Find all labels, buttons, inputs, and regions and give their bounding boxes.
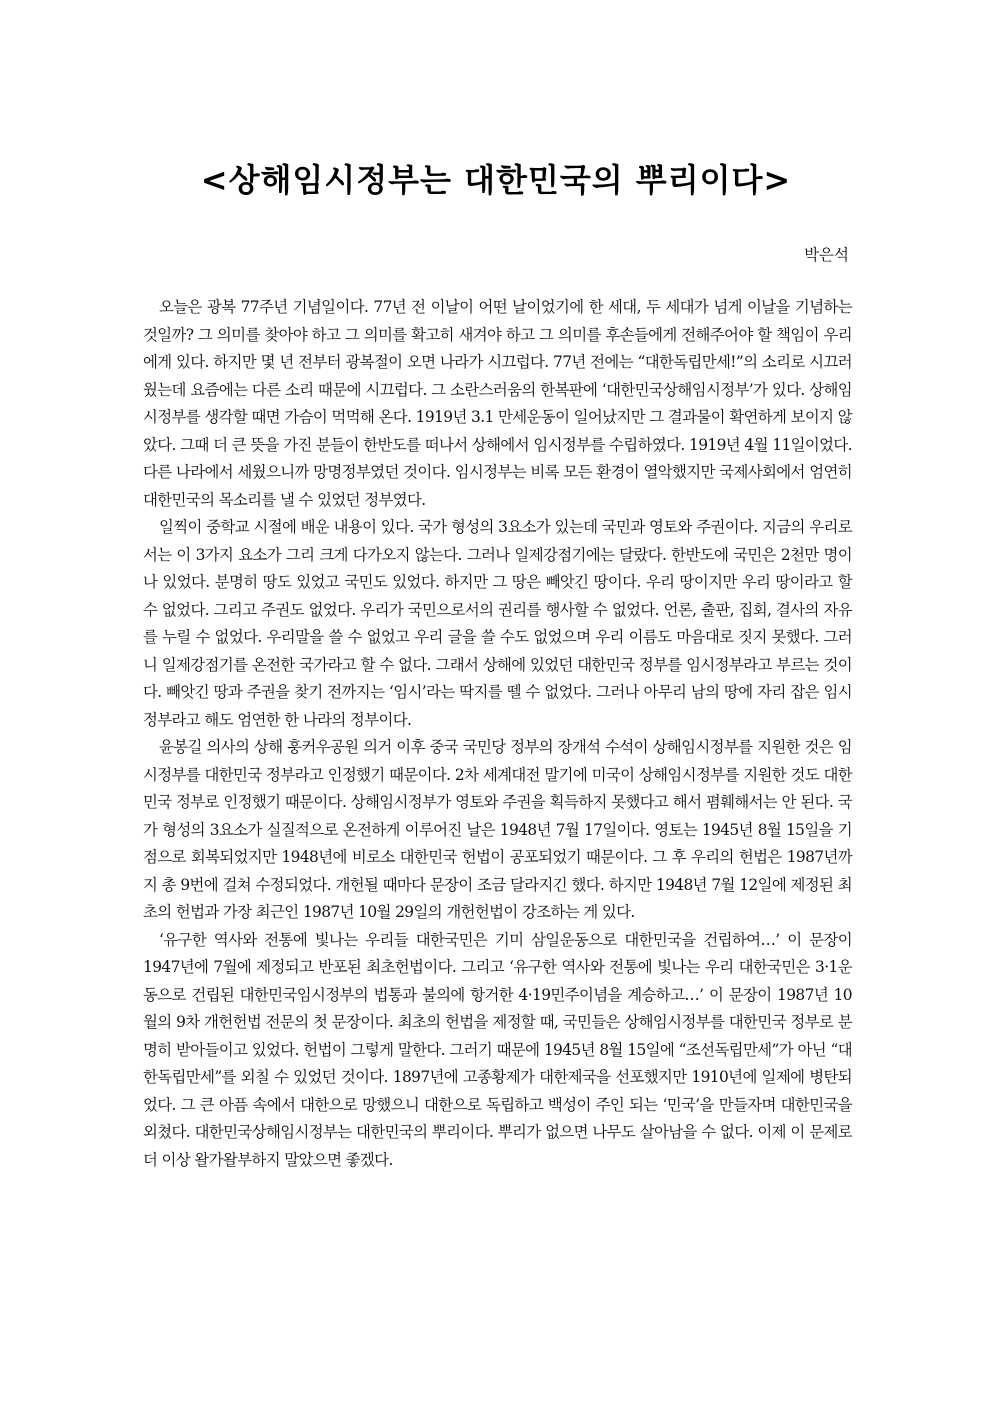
paragraph-3: 윤봉길 의사의 상해 훙커우공원 의거 이후 중국 국민당 정부의 장개석 수석이 상해임시정부를 지원한 것은 임시정부를 대한민국 정부라고 인정했기 때문이다. 2차 세계대전 말기에 미국이 상해임시정부를 지원한 것도 대한민국 정부로 인정했기 때문이다. 상해임시정부가 영토와 주권을 획득하지 못했다고 해서 폄훼해서는 안 된다. 국가 형성의 3요소가 실질적으로 온전하게 이루어진 날은 1948년 7월 17일이다. 영토는 1945년 8월 15일을 기점으로 회복되었지만 1948년에 비로소 대한민국 헌법이 공포되었기 때문이다. 그 후 우리의 헌법은 1987년까지 총 9번에 걸쳐 수정되었다. 개헌될 때마다 문장이 조금 달라지긴 했다. 하지만 1948년 7월 12일에 제정된 최초의 헌법과 가장 최근인 1987년 10월 29일의 개헌헌법이 강조하는 게 있다.	[143, 738, 852, 921]
paragraph-2: 일찍이 중학교 시절에 배운 내용이 있다. 국가 형성의 3요소가 있는데 국민과 영토와 주권이다. 지금의 우리로서는 이 3가지 요소가 그리 크게 다가오지 않는다. 그러나 일제강점기에는 달랐다. 한반도에 국민은 2천만 명이나 있었다. 분명히 땅도 있었고 국민도 있었다. 하지만 그 땅은 빼앗긴 땅이다. 우리 땅이지만 우리 땅이라고 할 수 없었다. 그리고 주권도 없었다. 우리가 국민으로서의 권리를 행사할 수 없었다. 언론, 출판, 집회, 결사의 자유를 누릴 수 없었다. 우리말을 쓸 수 없었고 우리 글을 쓸 수도 없었으며 우리 이름도 마음대로 짓지 못했다. 그러니 일제강점기를 온전한 국가라고 할 수 없다. 그래서 상해에 있었던 대한민국 정부를 임시정부라고 부르는 것이다. 빼앗긴 땅과 주권을 찾기 전까지는 ‘임시’라는 딱지를 뗄 수 없었다. 그러나 아무리 남의 땅에 자리 잡은 임시정부라고 해도 엄연한 한 나라의 정부이다.	[143, 518, 852, 729]
paragraph-4: ‘유구한 역사와 전통에 빛나는 우리들 대한국민은 기미 삼일운동으로 대한민국을 건립하여…’ 이 문장이 1947년에 7월에 제정되고 반포된 최초헌법이다. 그리고 ‘유구한 역사와 전통에 빛나는 우리 대한국민은 3·1운동으로 건립된 대한민국임시정부의 법통과 불의에 항거한 4·19민주이념을 계승하고…’ 이 문장이 1987년 10월의 9차 개헌헌법 전문의 첫 문장이다. 최초의 헌법을 제정할 때, 국민들은 상해임시정부를 대한민국 정부로 분명히 받아들이고 있었다. 헌법이 그렇게 말한다. 그러기 때문에 1945년 8월 15일에 “조선독립만세”가 아닌 “대한독립만세”를 외칠 수 있었던 것이다. 1897년에 고종황제가 대한제국을 선포했지만 1910년에 일제에 병탄되었다. 그 큰 아픔 속에서 대한으로 망했으니 대한으로 독립하고 백성이 주인 되는 ‘민국’을 만들자며 대한민국을 외쳤다. 대한민국상해임시정부는 대한민국의 뿌리이다. 뿌리가 없으면 나무도 살아남을 수 없다. 이제 이 문제로 더 이상 왈가왈부하지 말았으면 좋겠다.	[143, 930, 852, 1169]
author-name: 박은석	[804, 246, 849, 264]
document-body	[143, 294, 852, 1174]
paragraph-1: 오늘은 광복 77주년 기념일이다. 77년 전 이날이 어떤 날이었기에 한 세대, 두 세대가 넘게 이날을 기념하는 것일까? 그 의미를 찾아야 하고 그 의미를 확고히 새겨야 하고 그 의미를 후손들에게 전해주어야 할 책임이 우리에게 있다. 하지만 몇 년 전부터 광복절이 오면 나라가 시끄럽다. 77년 전에는 “대한독립만세!”의 소리로 시끄러웠는데 요즘에는 다른 소리 때문에 시끄럽다. 그 소란스러움의 한복판에 ‘대한민국상해임시정부’가 있다. 상해임시정부를 생각할 때면 가슴이 먹먹해 온다. 1919년 3.1 만세운동이 일어났지만 그 결과물이 확연하게 보이지 않았다. 그때 더 큰 뜻을 가진 분들이 한반도를 떠나서 상해에서 임시정부를 수립하였다. 1919년 4월 11일이었다. 다른 나라에서 세웠으니까 망명정부였던 것이다. 임시정부는 비록 모든 환경이 열악했지만 국제사회에서 엄연히 대한민국의 목소리를 낼 수 있었던 정부였다.	[143, 298, 852, 509]
document-title: <상해임시정부는 대한민국의 뿌리이다>	[200, 161, 792, 199]
